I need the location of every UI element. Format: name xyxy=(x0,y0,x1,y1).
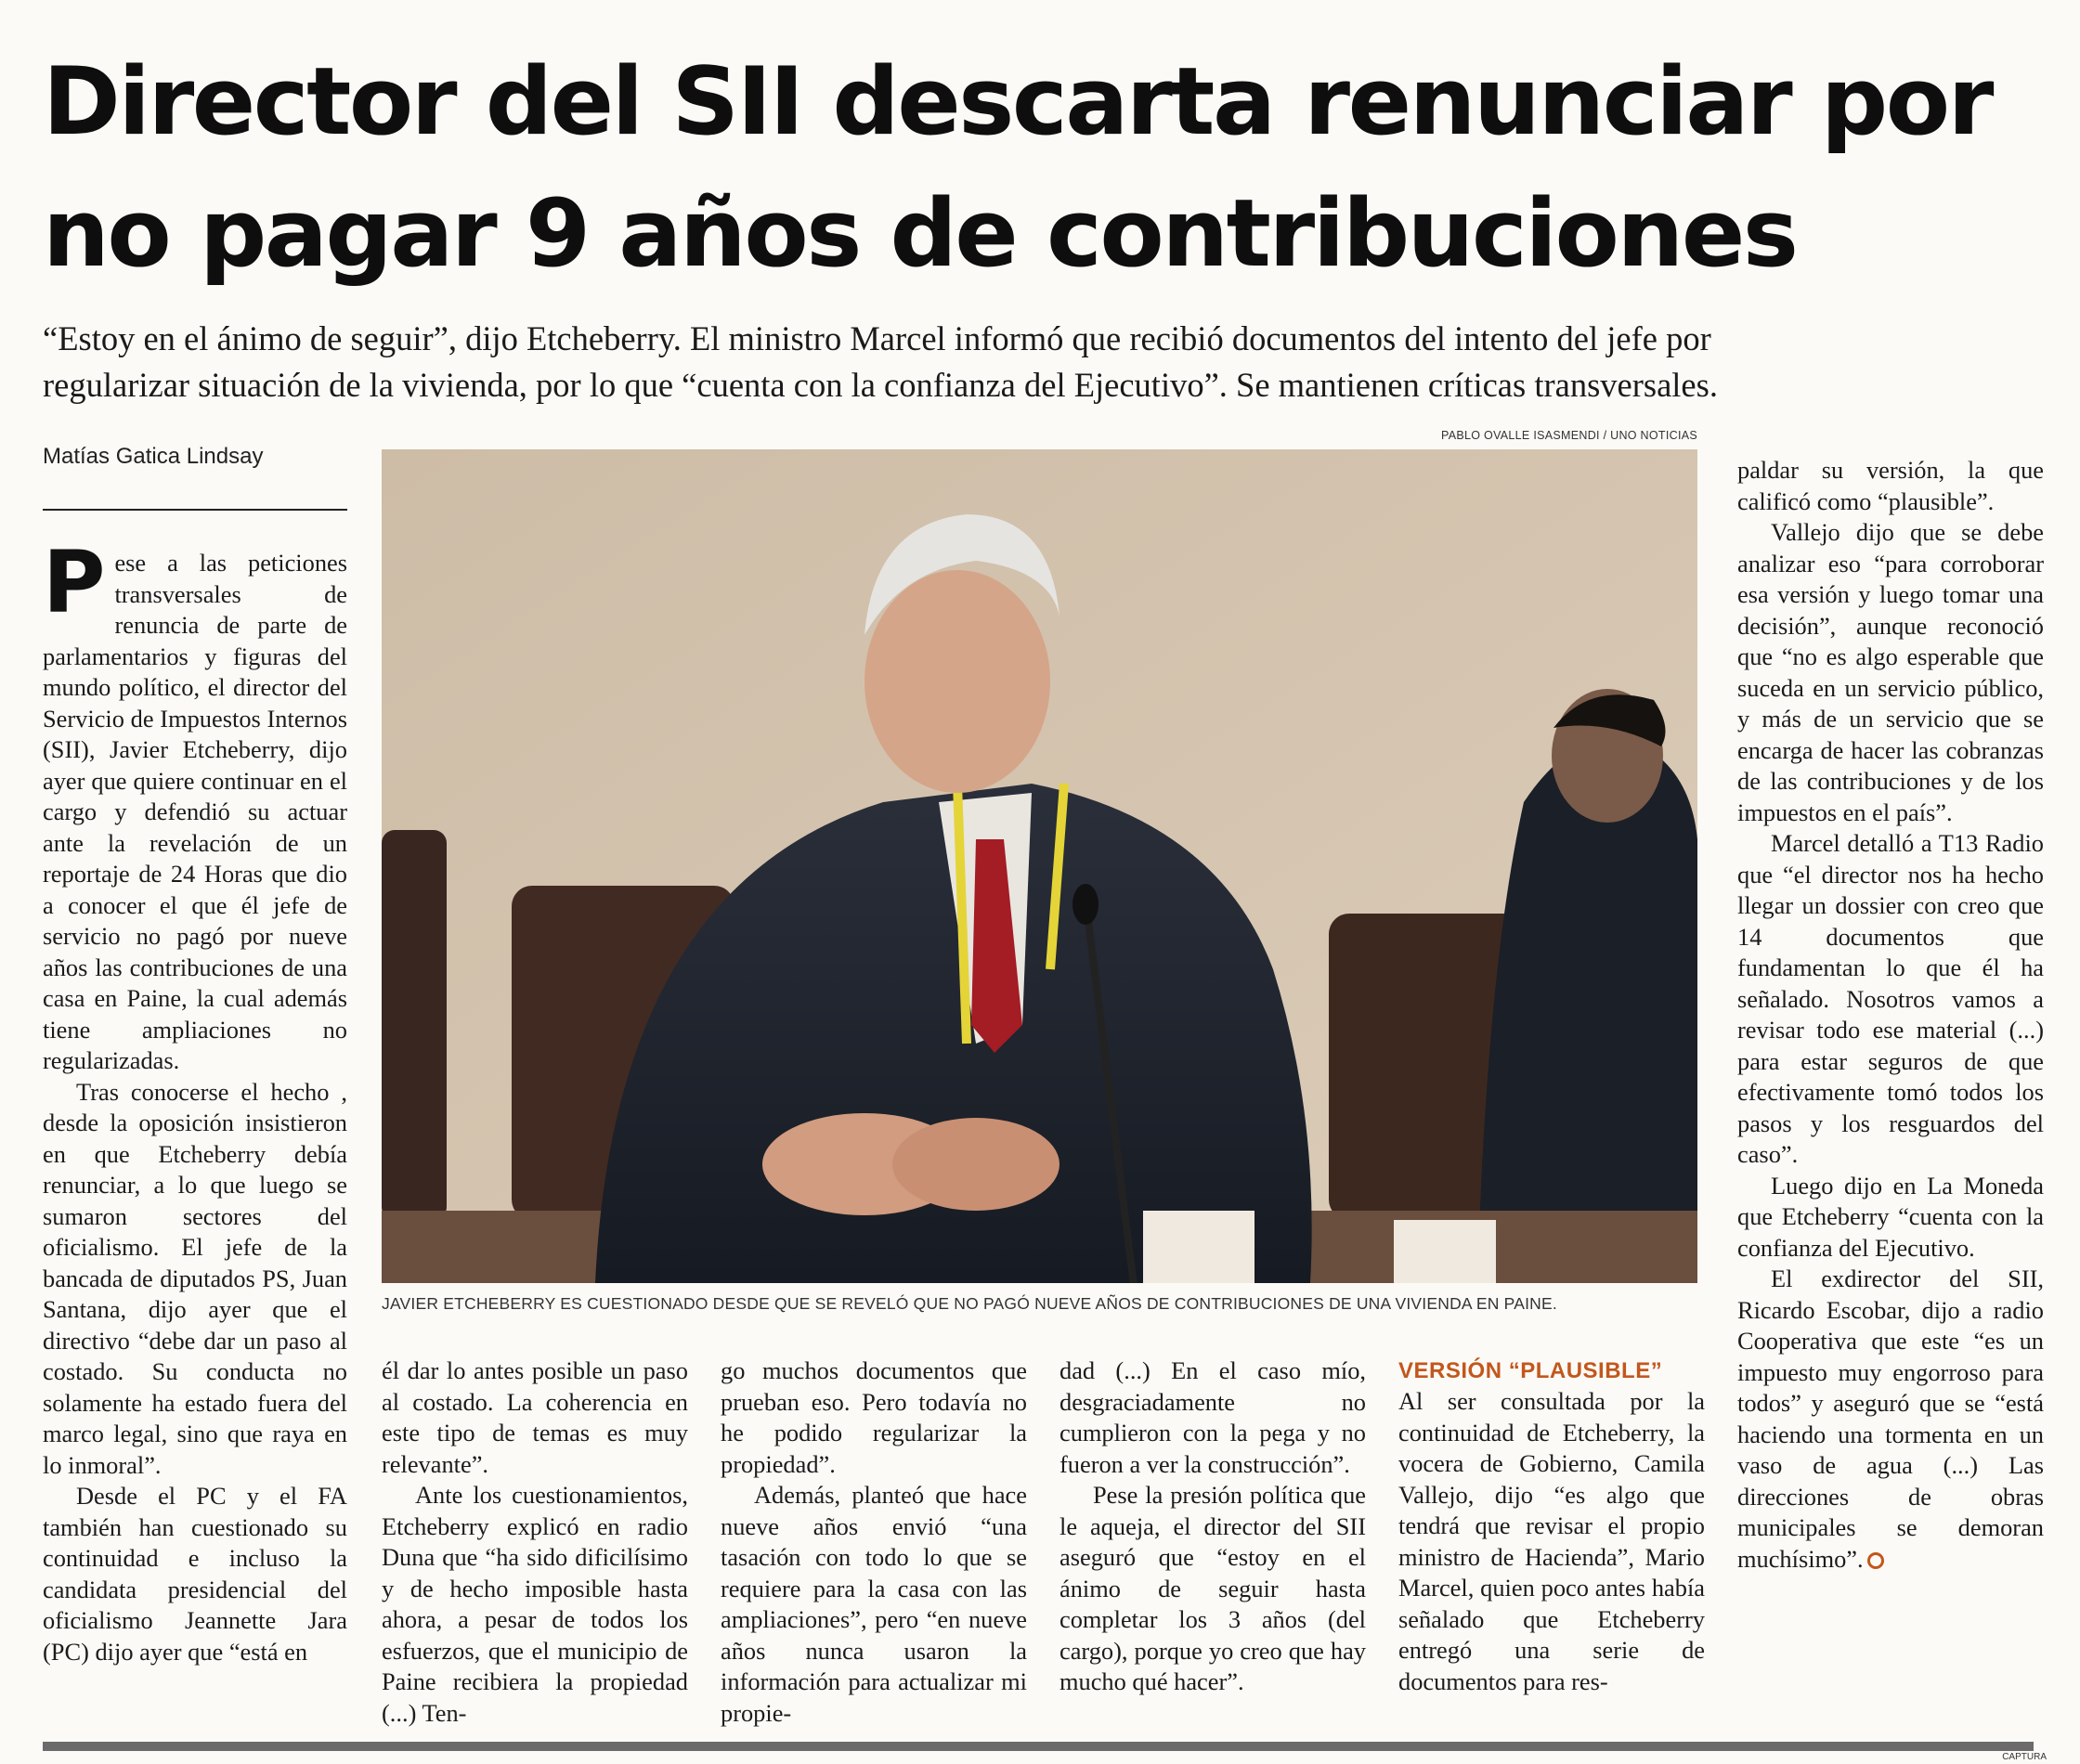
article-paragraph: Luego dijo en La Moneda que Etcheberry “cuenta con la confianza del Ejecutivo. xyxy=(1737,1171,2044,1262)
article-column-2 xyxy=(382,1355,688,1729)
article-paragraph xyxy=(43,533,347,1077)
article-paragraph: Tras conocerse el hecho , desde la oposición insistieron en que Etcheberry debía renunciar, a lo que luego se sumaron sectores del oficialismo. El jefe de la bancada de diputados PS, Juan Santana, dijo ayer que el directivo “debe dar un paso al costado. Su conducta no solamente ha estado fuera del marco legal, sino que raya en lo inmoral”. xyxy=(43,1077,347,1479)
photo-illustration xyxy=(382,449,1697,1283)
article-paragraph: Desde el PC y el FA también han cuestionado su continuidad e incluso la candidata presidencial del oficialismo Jeannette Jara (PC) dijo ayer que “está en xyxy=(43,1482,347,1666)
article-column-4 xyxy=(1060,1355,1366,1698)
article-paragraph: paldar su versión, la que calificó como “plausible”. xyxy=(1737,456,2044,515)
article-paragraph: Ante los cuestionamientos, Etcheberry explicó en radio Duna que “ha sido dificilísimo y de hecho imposible hasta ahora, a pesar de todos los esfuerzos, que el municipio de Paine recibiera la propiedad (...) Ten- xyxy=(382,1481,688,1727)
article-paragraph: Al ser consultada por la continuidad de Etcheberry, la vocera de Gobierno, Camila Vallejo, dijo “es algo que tendrá que revisar el propio ministro de Hacienda”, Mario Marcel, quien poco antes había señalado que Etcheberry entregó una serie de documentos para res- xyxy=(1398,1387,1705,1695)
byline: Matías Gatica Lindsay xyxy=(43,444,264,469)
bottom-divider xyxy=(43,1742,2034,1751)
article-paragraph xyxy=(1737,1264,2044,1575)
section-subhead: VERSIÓN “PLAUSIBLE” xyxy=(1398,1358,1663,1383)
deck-line-2: regularizar situación de la vivienda, por lo que “cuenta con la confianza del Ejecutivo”. Se mantienen críticas transversales. xyxy=(43,366,1718,404)
deck-line-1: “Estoy en el ánimo de seguir”, dijo Etcheberry. El ministro Marcel informó que recibió documentos del intento del jefe por xyxy=(43,319,1711,357)
photo-credit: PABLO OVALLE ISASMENDI / UNO NOTICIAS xyxy=(1441,429,1697,442)
headline-line-2: no pagar 9 años de contribuciones xyxy=(43,178,1797,288)
article-text: El exdirector del SII, Ricardo Escobar, dijo a radio Cooperativa que este “es un impuesto muy engorroso para todos” y aseguró que se “está haciendo una tormenta en un vaso de agua (...) Las direcciones de obras municipales se demoran muchísimo”. xyxy=(1737,1265,2044,1573)
deck xyxy=(43,316,2048,409)
article-column-6 xyxy=(1737,455,2044,1575)
article-paragraph: dad (...) En el caso mío, desgraciadamente no cumplieron con la pega y no fueron a ver la construcción”. xyxy=(1060,1356,1366,1478)
photo-caption: JAVIER ETCHEBERRY ES CUESTIONADO DESDE QUE SE REVELÓ QUE NO PAGÓ NUEVE AÑOS DE CONTRIBUCIONES DE UNA VIVIENDA EN PAINE. xyxy=(382,1294,1557,1313)
article-paragraph: Marcel detalló a T13 Radio que “el director nos ha hecho llegar un dossier con creo que 14 documentos que fundamentan lo que él ha señalado. Nosotros vamos a revisar todo ese material (...) para estar seguros de que efectivamente tomó todos los pasos y los resguardos del caso”. xyxy=(1737,829,2044,1168)
drop-cap: P xyxy=(43,533,106,632)
headline xyxy=(43,35,2048,299)
article-paragraph: go muchos documentos que prueban eso. Pero todavía no he podido regularizar la propiedad”. xyxy=(721,1356,1027,1478)
byline-divider xyxy=(43,509,347,511)
headline-line-1: Director del SII descarta renunciar por xyxy=(43,46,1992,156)
article-paragraph: él dar lo antes posible un paso al costado. La coherencia en este tipo de temas es muy relevante”. xyxy=(382,1356,688,1478)
article-paragraph: Además, planteó que hace nueve años envió “una tasación con todo lo que se requiere para la casa con las ampliaciones”, pero “en nueve años nunca usaron la información para actualizar mi propie- xyxy=(721,1481,1027,1727)
article-text: ese a las peticiones transversales de renuncia de parte de parlamentarios y figuras del mundo político, el director del Servicio de Impuestos Internos (SII), Javier Etcheberry, dijo ayer que quiere continuar en el cargo y defendió su actuar ante la revelación de un reportaje de 24 Horas que dio a conocer el que él jefe de servicio no pagó por nueve años las contribuciones de una casa en Paine, la cual además tiene ampliaciones no regularizadas. xyxy=(43,549,347,1074)
article-column-5 xyxy=(1398,1355,1705,1697)
footer-label: CAPTURA xyxy=(2002,1752,2047,1762)
article-paragraph: Pese la presión política que le aqueja, el director del SII aseguró que “estoy en el ánimo de seguir hasta completar los 3 años (del cargo), porque yo creo que hay mucho qué hacer”. xyxy=(1060,1481,1366,1695)
article-paragraph: Vallejo dijo que se debe analizar eso “para corroborar esa versión y luego tomar una decisión”, aunque reconoció que “no es algo esperable que suceda en un servicio público, y más de un servicio que se encarga de hacer las cobranzas de las contribuciones y de los impuestos en el país”. xyxy=(1737,518,2044,826)
article-column-1 xyxy=(43,533,347,1667)
article-photo xyxy=(382,449,1697,1283)
end-mark-icon xyxy=(1867,1552,1884,1569)
article-column-3 xyxy=(721,1355,1027,1729)
